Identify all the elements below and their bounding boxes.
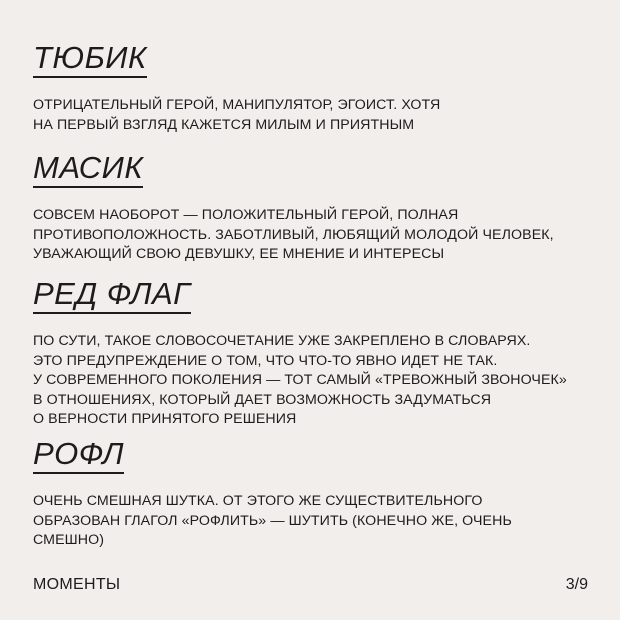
description-line: НА ПЕРВЫЙ ВЗГЛЯД КАЖЕТСЯ МИЛЫМ И ПРИЯТНЫМ bbox=[33, 116, 415, 133]
term-heading: ТЮБИК bbox=[33, 40, 147, 78]
description-line: ОБРАЗОВАН ГЛАГОЛ «РОФЛИТЬ» — ШУТИТЬ (КОНЕЧНО ЖЕ, ОЧЕНЬ bbox=[33, 512, 512, 529]
description-line: У СОВРЕМЕННОГО ПОКОЛЕНИЯ — ТОТ САМЫЙ «ТРЕВОЖНЫЙ ЗВОНОЧЕК» bbox=[33, 372, 567, 388]
term-description bbox=[33, 96, 440, 135]
term-heading: РЕД ФЛАГ bbox=[33, 276, 191, 314]
page-counter: 3/9 bbox=[565, 576, 588, 593]
term-section-tubik bbox=[33, 40, 440, 135]
description-line: СМЕШНО) bbox=[33, 532, 105, 548]
term-description bbox=[33, 492, 512, 551]
brand-label: МОМЕНТЫ bbox=[33, 576, 121, 593]
term-heading: РОФЛ bbox=[33, 436, 124, 474]
description-line: ПРОТИВОПОЛОЖНОСТЬ. ЗАБОТЛИВЫЙ, ЛЮБЯЩИЙ МОЛОДОЙ ЧЕЛОВЕК, bbox=[33, 226, 554, 243]
description-line: ЭТО ПРЕДУПРЕЖДЕНИЕ О ТОМ, ЧТО ЧТО-ТО ЯВНО ИДЕТ НЕ ТАК. bbox=[33, 352, 498, 369]
term-section-rofl bbox=[33, 436, 512, 551]
term-description bbox=[33, 206, 554, 265]
term-section-red-flag bbox=[33, 276, 567, 430]
description-line: СОВСЕМ НАОБОРОТ — ПОЛОЖИТЕЛЬНЫЙ ГЕРОЙ, ПОЛНАЯ bbox=[33, 207, 459, 223]
description-line: В ОТНОШЕНИЯХ, КОТОРЫЙ ДАЕТ ВОЗМОЖНОСТЬ ЗАДУМАТЬСЯ bbox=[33, 391, 492, 408]
description-line: О ВЕРНОСТИ ПРИНЯТОГО РЕШЕНИЯ bbox=[33, 411, 297, 427]
term-section-masik bbox=[33, 150, 554, 265]
description-line: ОТРИЦАТЕЛЬНЫЙ ГЕРОЙ, МАНИПУЛЯТОР, ЭГОИСТ. ХОТЯ bbox=[33, 97, 441, 113]
description-line: УВАЖАЮЩИЙ СВОЮ ДЕВУШКУ, ЕЕ МНЕНИЕ И ИНТЕРЕСЫ bbox=[33, 246, 445, 262]
description-line: ОЧЕНЬ СМЕШНАЯ ШУТКА. ОТ ЭТОГО ЖЕ СУЩЕСТВИТЕЛЬНОГО bbox=[33, 493, 483, 509]
term-heading: МАСИК bbox=[33, 150, 143, 188]
description-line: ПО СУТИ, ТАКОЕ СЛОВОСОЧЕТАНИЕ УЖЕ ЗАКРЕПЛЕНО В СЛОВАРЯХ. bbox=[33, 333, 531, 349]
term-description bbox=[33, 332, 567, 430]
